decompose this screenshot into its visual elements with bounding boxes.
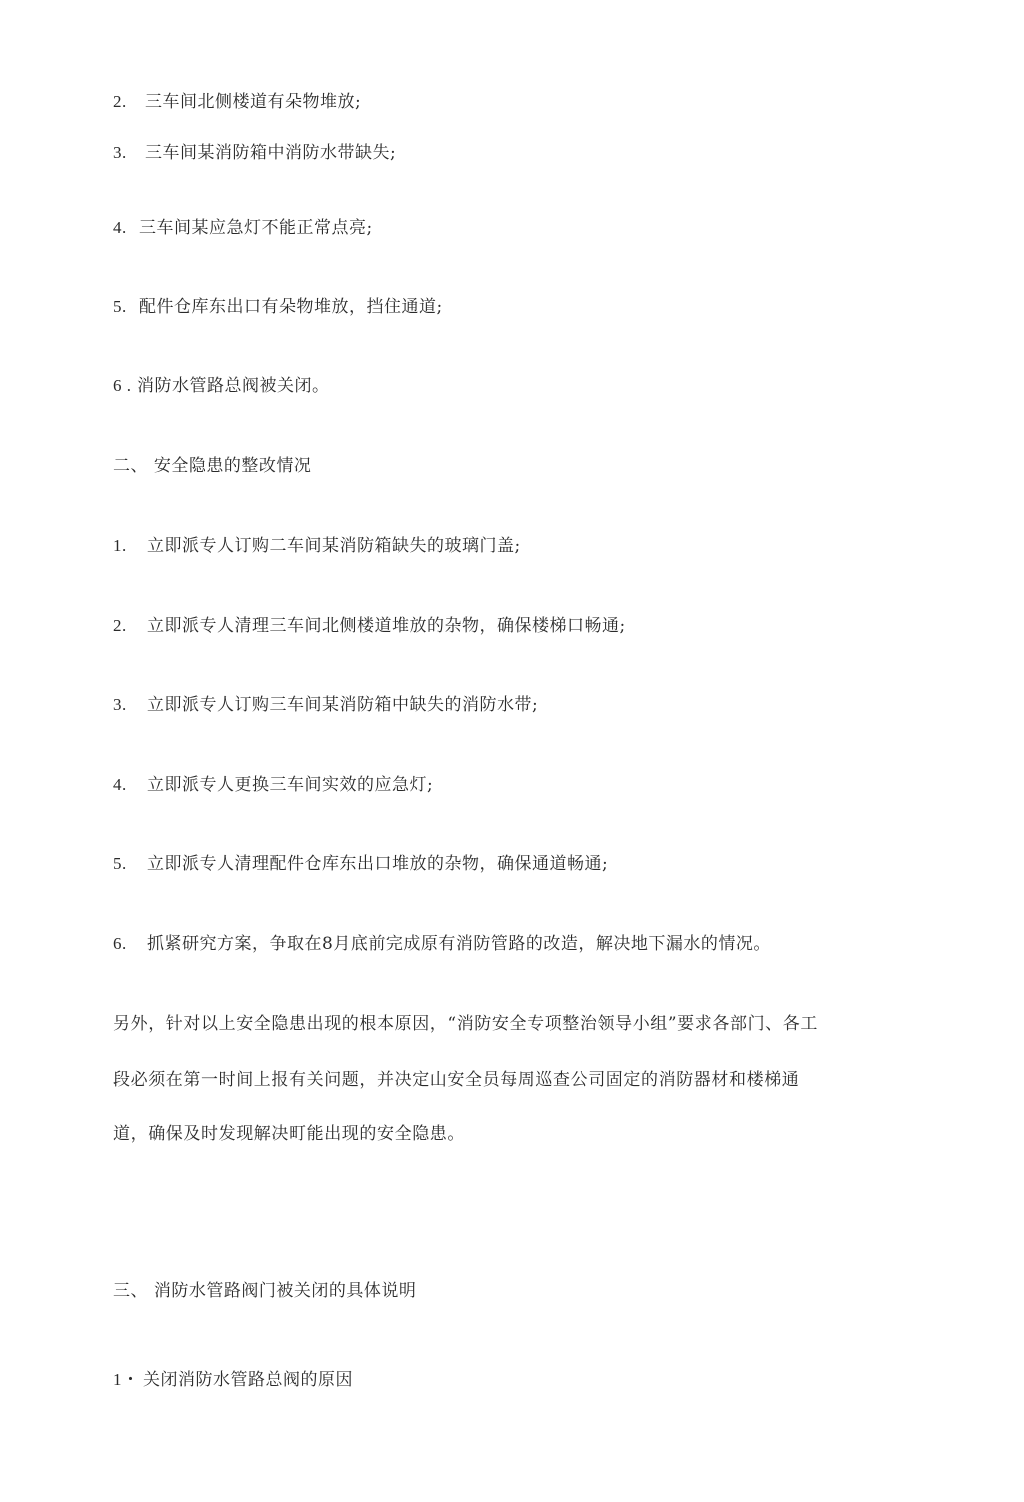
list-item [113,375,330,397]
list-number: 5. [113,297,127,316]
list-item [113,142,396,164]
subsection-text: 关闭消防水管路总阀的原因 [143,1370,353,1390]
list-item [113,217,373,239]
list-number: 1. [113,536,127,555]
list-text: 立即派专人更换三车间实效的应急灯; [147,775,434,795]
list-text: 配件仓库东出口有朵物堆放，挡住通道; [139,297,443,317]
list-text: 三车间某消防箱中消防水带缺失; [145,143,397,163]
paragraph-line: 道，确保及时发现解决町能出现的安全隐患。 [113,1124,465,1144]
list-number: 6. [113,934,127,953]
list-number: 5. [113,854,127,873]
list-text: 立即派专人订购三车间某消防箱中缺失的消防水带; [147,695,539,715]
list-number: 2. [113,92,127,111]
paragraph-line: 另外，针对以上安全隐患出现的根本原因，“消防安全专项整治领导小组”要求各部门、各工 [113,1014,818,1034]
list-number: 4. [113,775,127,794]
list-number: 6 . [113,376,132,395]
list-item [113,615,626,637]
list-text: 立即派专人清理配件仓库东出口堆放的杂物，确保通道畅通; [147,854,609,874]
list-text: 立即派专人订购二车间某消防箱缺失的玻璃门盖; [147,536,521,556]
list-text: 抓紧研究方案，争取在8月底前完成原有消防管路的改造，解决地下漏水的情况。 [147,934,771,954]
subsection-heading [113,1369,353,1391]
list-item [113,853,608,875]
subsection-number: 1・ [113,1370,140,1389]
list-number: 3. [113,143,127,162]
list-text: 三车间某应急灯不能正常点亮; [139,218,373,238]
list-item [113,774,433,796]
paragraph-line: 段必须在第一时间上报有关问题，并决定山安全员每周巡查公司固定的消防器材和楼梯通 [113,1070,800,1090]
list-number: 3. [113,695,127,714]
list-item [113,694,538,716]
list-number: 4. [113,218,127,237]
list-item [113,933,771,955]
list-number: 2. [113,616,127,635]
list-text: 三车间北侧楼道有朵物堆放; [145,92,362,112]
list-item [113,91,361,113]
list-item [113,535,521,557]
section-heading: 二、 安全隐患的整改情况 [113,456,312,476]
list-item [113,296,443,318]
list-text: 消防水管路总阀被关闭。 [137,376,330,396]
list-text: 立即派专人清理三车间北侧楼道堆放的杂物，确保楼梯口畅通; [147,616,626,636]
section-heading: 三、 消防水管路阀门被关闭的具体说明 [113,1281,417,1301]
